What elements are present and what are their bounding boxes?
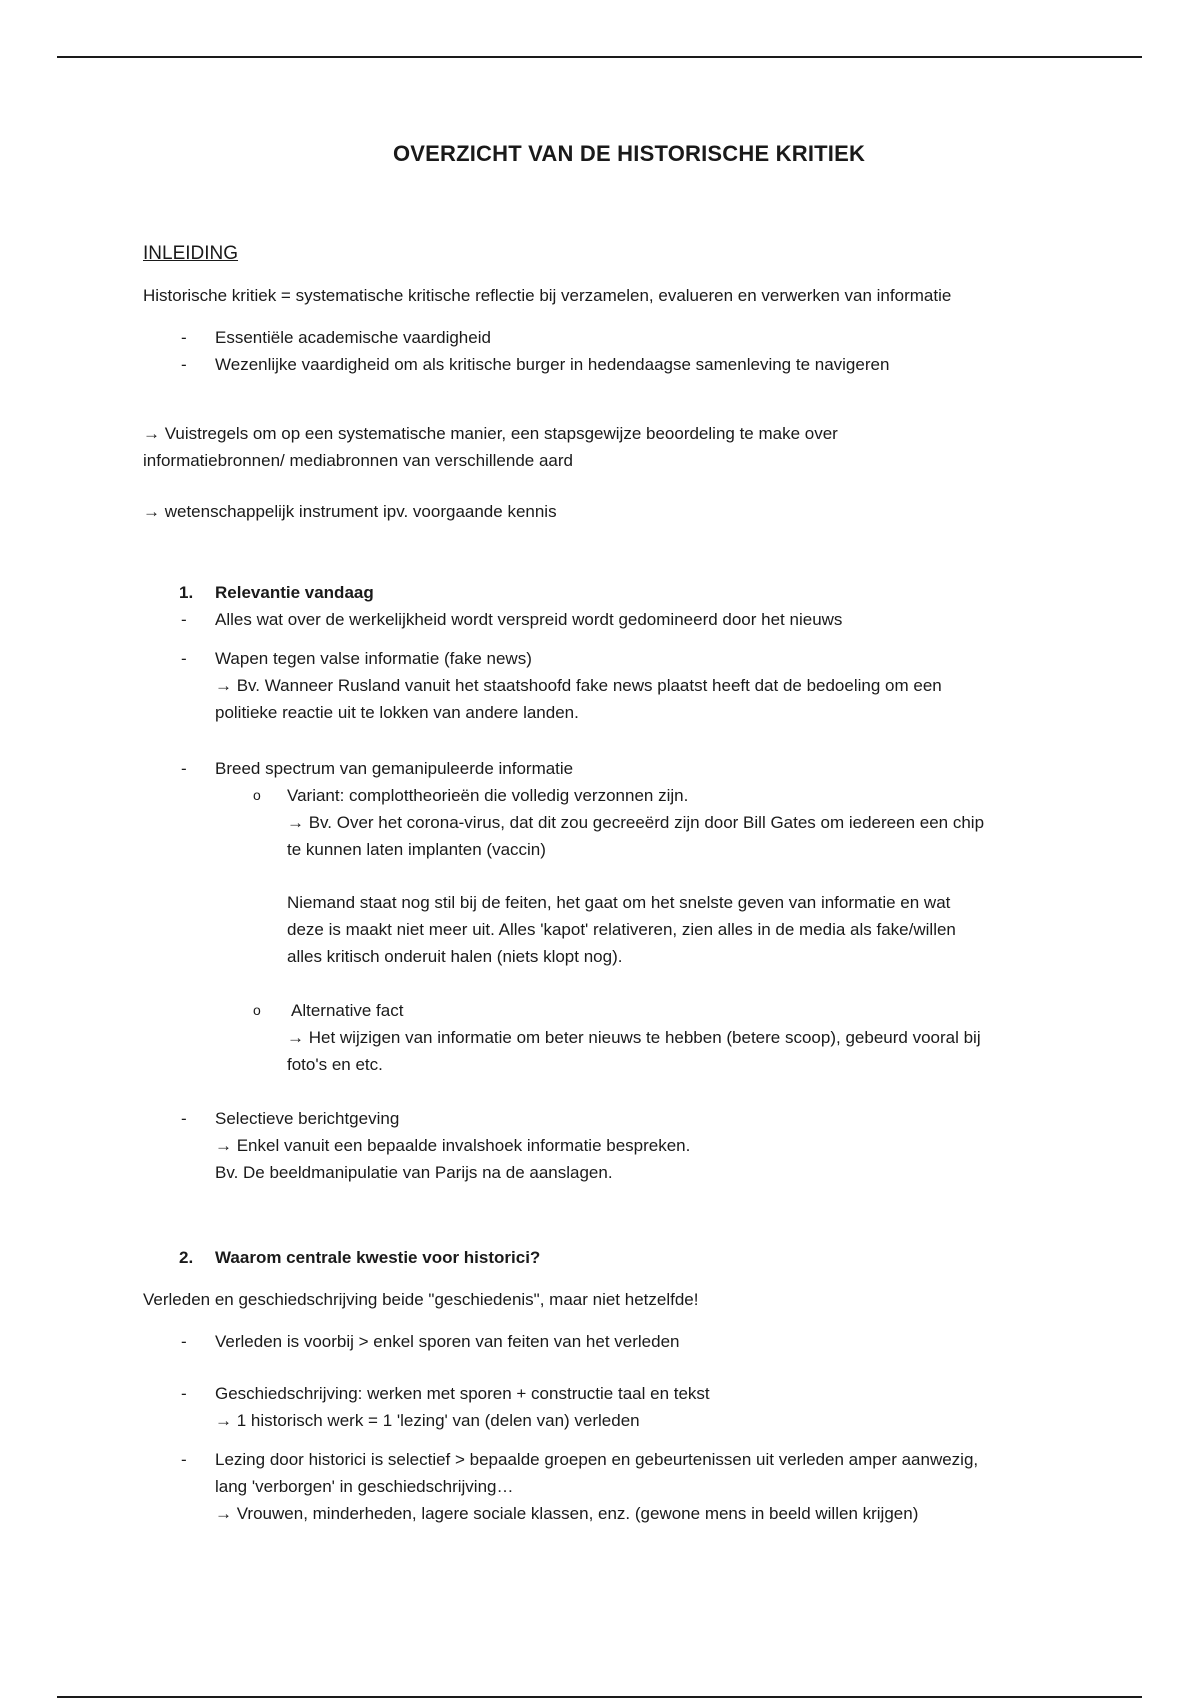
list-item: - Verleden is voorbij > enkel sporen van feiten van het verleden	[143, 1328, 1063, 1355]
intro-heading: INLEIDING	[143, 243, 239, 264]
list-item: - Essentiële academische vaardigheid	[143, 324, 1063, 351]
section1-list	[143, 606, 1063, 1186]
list-item	[143, 1105, 1063, 1186]
section1-sublist	[215, 782, 1063, 1078]
sub-list-item-detail: te kunnen laten implanten (vaccin)	[287, 840, 546, 859]
top-rule	[57, 56, 1142, 58]
section2-list	[143, 1328, 1063, 1527]
list-item-main: Wapen tegen valse informatie (fake news)	[215, 649, 532, 668]
list-item-main: Lezing door historici is selectief > bepaalde groepen en gebeurtenissen uit verleden amper aanwezig,	[215, 1450, 979, 1469]
list-item-detail: Bv. De beeldmanipulatie van Parijs na de aanslagen.	[215, 1163, 613, 1182]
list-item-detail: lang 'verborgen' in geschiedschrijving…	[215, 1477, 514, 1496]
list-item-main: Geschiedschrijving: werken met sporen + constructie taal en tekst	[215, 1384, 710, 1403]
sub-list-item-detail: → Bv. Over het corona-virus, dat dit zou gecreeërd zijn door Bill Gates om iedereen een chip	[287, 813, 985, 832]
list-item-detail: → Bv. Wanneer Rusland vanuit het staatshoofd fake news plaatst heeft dat de bedoeling om een	[215, 676, 942, 695]
intro-arrow-note-2: → wetenschappelijk instrument ipv. voorgaande kennis	[143, 502, 557, 521]
list-item-main: Breed spectrum van gemanipuleerde informatie	[215, 759, 574, 778]
bottom-rule	[57, 1696, 1142, 1698]
sub-list-item	[215, 782, 1063, 970]
list-item-detail: → 1 historisch werk = 1 'lezing' van (delen van) verleden	[215, 1411, 640, 1430]
intro-bullets	[143, 324, 1063, 378]
sub-list-item-detail: → Het wijzigen van informatie om beter nieuws te hebben (betere scoop), gebeurd vooral bij	[287, 1028, 981, 1047]
list-item: - Wezenlijke vaardigheid om als kritische burger in hedendaagse samenleving te navigeren	[143, 351, 1063, 378]
section2-number: 2.	[179, 1248, 194, 1267]
intro-arrow-note	[143, 420, 1063, 474]
sub-list-item-main: Alternative fact	[291, 1001, 404, 1020]
sub-list-item-detail: foto's en etc.	[287, 1055, 383, 1074]
list-item	[143, 1380, 1063, 1434]
sub-list-item	[215, 997, 1063, 1078]
list-item-detail: → Vrouwen, minderheden, lagere sociale klassen, enz. (gewone mens in beeld willen krijgen)	[215, 1504, 919, 1523]
section1-heading	[143, 579, 1063, 606]
list-item-detail: politieke reactie uit te lokken van andere landen.	[215, 703, 579, 722]
section1-number: 1.	[179, 583, 194, 602]
section1-title: Relevantie vandaag	[215, 583, 374, 602]
list-item	[143, 1446, 1063, 1527]
list-item-detail: → Enkel vanuit een bepaalde invalshoek informatie bespreken.	[215, 1136, 691, 1155]
document-page	[143, 140, 1063, 1527]
intro-arrow-note-line2: informatiebronnen/ mediabronnen van verschillende aard	[143, 451, 573, 470]
intro-arrow-note-line1: → Vuistregels om op een systematische manier, een stapsgewijze beoordeling te make over	[143, 424, 838, 443]
section2-heading	[143, 1244, 1063, 1271]
section2-title: Waarom centrale kwestie voor historici?	[215, 1248, 541, 1267]
document-title: OVERZICHT VAN DE HISTORISCHE KRITIEK	[392, 141, 866, 166]
sub-list-item-paragraph: Niemand staat nog stil bij de feiten, het gaat om het snelste geven van informatie en wat	[287, 893, 951, 912]
sub-list-item-main: Variant: complottheorieën die volledig verzonnen zijn.	[287, 786, 689, 805]
list-item: - Alles wat over de werkelijkheid wordt verspreid wordt gedomineerd door het nieuws	[143, 606, 1063, 633]
list-item	[143, 755, 1063, 1078]
section2-intro: Verleden en geschiedschrijving beide "geschiedenis", maar niet hetzelfde!	[143, 1290, 699, 1309]
sub-list-item-paragraph: deze is maakt niet meer uit. Alles 'kapot' relativeren, zien alles in de media als fake/willen	[287, 920, 956, 939]
intro-definition: Historische kritiek = systematische kritische reflectie bij verzamelen, evalueren en verwerken van informatie	[143, 286, 952, 305]
list-item-main: Selectieve berichtgeving	[215, 1109, 400, 1128]
sub-list-item-paragraph: alles kritisch onderuit halen (niets klopt nog).	[287, 947, 623, 966]
list-item	[143, 645, 1063, 726]
